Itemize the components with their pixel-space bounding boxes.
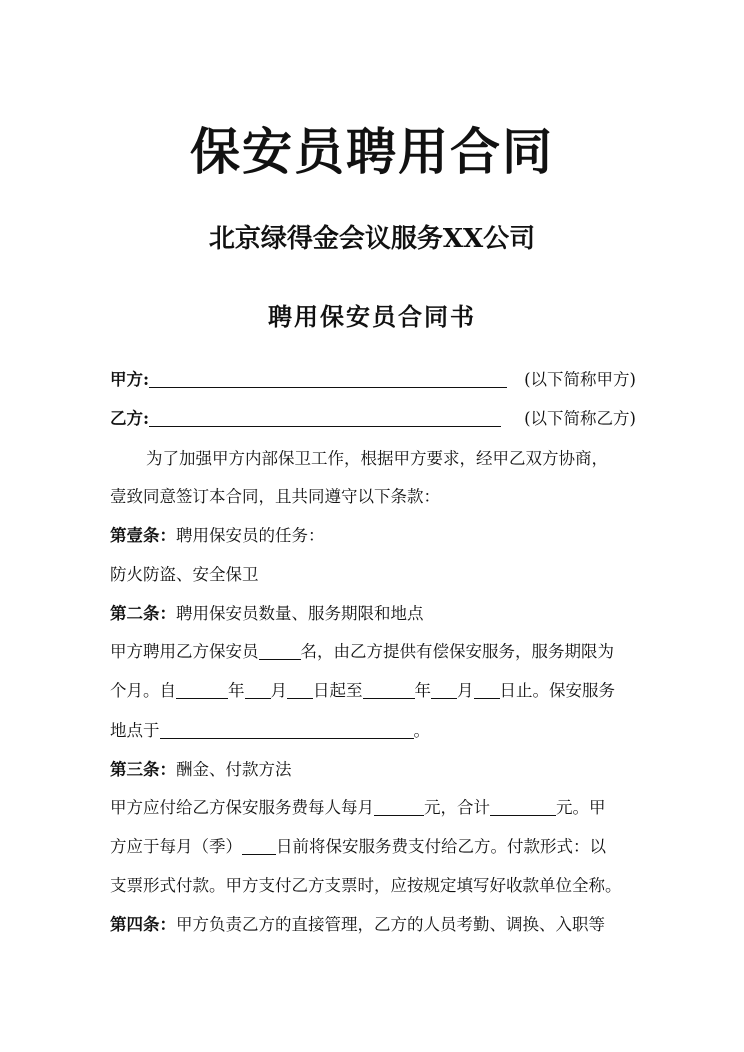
article-2-line-1 — [110, 641, 636, 663]
party-b-note: (以下简称乙方) — [524, 409, 636, 428]
document-subtitle: 聘用保安员合同书 — [268, 302, 476, 331]
article-1-body: 防火防盗、安全保卫 — [110, 565, 259, 584]
text: 地点于 — [110, 721, 160, 740]
document-title: 保安员聘用合同 — [190, 122, 554, 181]
text: 年 — [228, 681, 245, 700]
party-b-label: 乙方: — [110, 409, 150, 428]
article-2-heading — [110, 603, 636, 625]
start-day-blank[interactable] — [287, 682, 313, 699]
text: 个月。自 — [110, 681, 176, 700]
text: 元，合计 — [424, 798, 490, 817]
location-blank[interactable] — [160, 722, 414, 739]
text: 名，由乙方提供有偿保安服务，服务期限为 — [300, 642, 614, 661]
article-2-line-2 — [110, 680, 636, 702]
payment-day-blank[interactable] — [242, 838, 276, 855]
text: 年 — [414, 681, 431, 700]
monthly-fee-blank[interactable] — [374, 799, 424, 816]
text: 日前将保安服务费支付给乙方。付款形式：以 — [276, 837, 606, 856]
text: 月 — [457, 681, 474, 700]
article-3-line-3: 支票形式付款。甲方支付乙方支票时，应按规定填写好收款单位全称。 — [110, 876, 622, 895]
article-4-text: 甲方负责乙方的直接管理，乙方的人员考勤、调换、入职等 — [176, 915, 605, 934]
article-3-line-1 — [110, 797, 636, 819]
text: 日起至 — [313, 681, 363, 700]
article-3-heading — [110, 759, 636, 781]
party-a-blank[interactable] — [149, 371, 507, 388]
text: 方应于每月（季） — [110, 837, 242, 856]
text: 甲方应付给乙方保安服务费每人每月 — [110, 798, 374, 817]
end-month-blank[interactable] — [431, 682, 457, 699]
intro-line-1: 为了加强甲方内部保卫工作，根据甲方要求，经甲乙双方协商， — [146, 449, 608, 468]
guard-count-blank[interactable] — [259, 643, 301, 660]
article-1-heading — [110, 525, 636, 547]
article-4-label: 第四条： — [110, 915, 176, 934]
text: 元。甲 — [556, 798, 606, 817]
total-fee-blank[interactable] — [490, 799, 556, 816]
party-a-label: 甲方: — [110, 370, 150, 389]
text: 。 — [413, 721, 430, 740]
article-4-heading — [110, 914, 636, 936]
company-name: 北京绿得金会议服务XX公司 — [208, 224, 536, 254]
end-year-blank[interactable] — [363, 682, 415, 699]
start-year-blank[interactable] — [176, 682, 228, 699]
text: 甲方聘用乙方保安员 — [110, 642, 259, 661]
start-month-blank[interactable] — [245, 682, 271, 699]
party-a-line — [110, 369, 636, 391]
article-1-title: 聘用保安员的任务： — [176, 526, 325, 545]
article-2-label: 第二条： — [110, 604, 176, 623]
party-a-note: (以下简称甲方) — [524, 370, 636, 389]
article-2-line-3 — [110, 720, 636, 742]
article-3-label: 第三条： — [110, 760, 176, 779]
party-b-line — [110, 408, 636, 430]
party-b-blank[interactable] — [149, 410, 501, 427]
end-day-blank[interactable] — [474, 682, 500, 699]
text: 月 — [270, 681, 287, 700]
article-3-title: 酬金、付款方法 — [176, 760, 292, 779]
text: 日止。保安服务 — [499, 681, 615, 700]
article-1-label: 第壹条： — [110, 526, 176, 545]
article-3-line-2 — [110, 836, 636, 858]
article-2-title: 聘用保安员数量、服务期限和地点 — [176, 604, 424, 623]
intro-line-2: 壹致同意签订本合同，且共同遵守以下条款： — [110, 487, 440, 506]
